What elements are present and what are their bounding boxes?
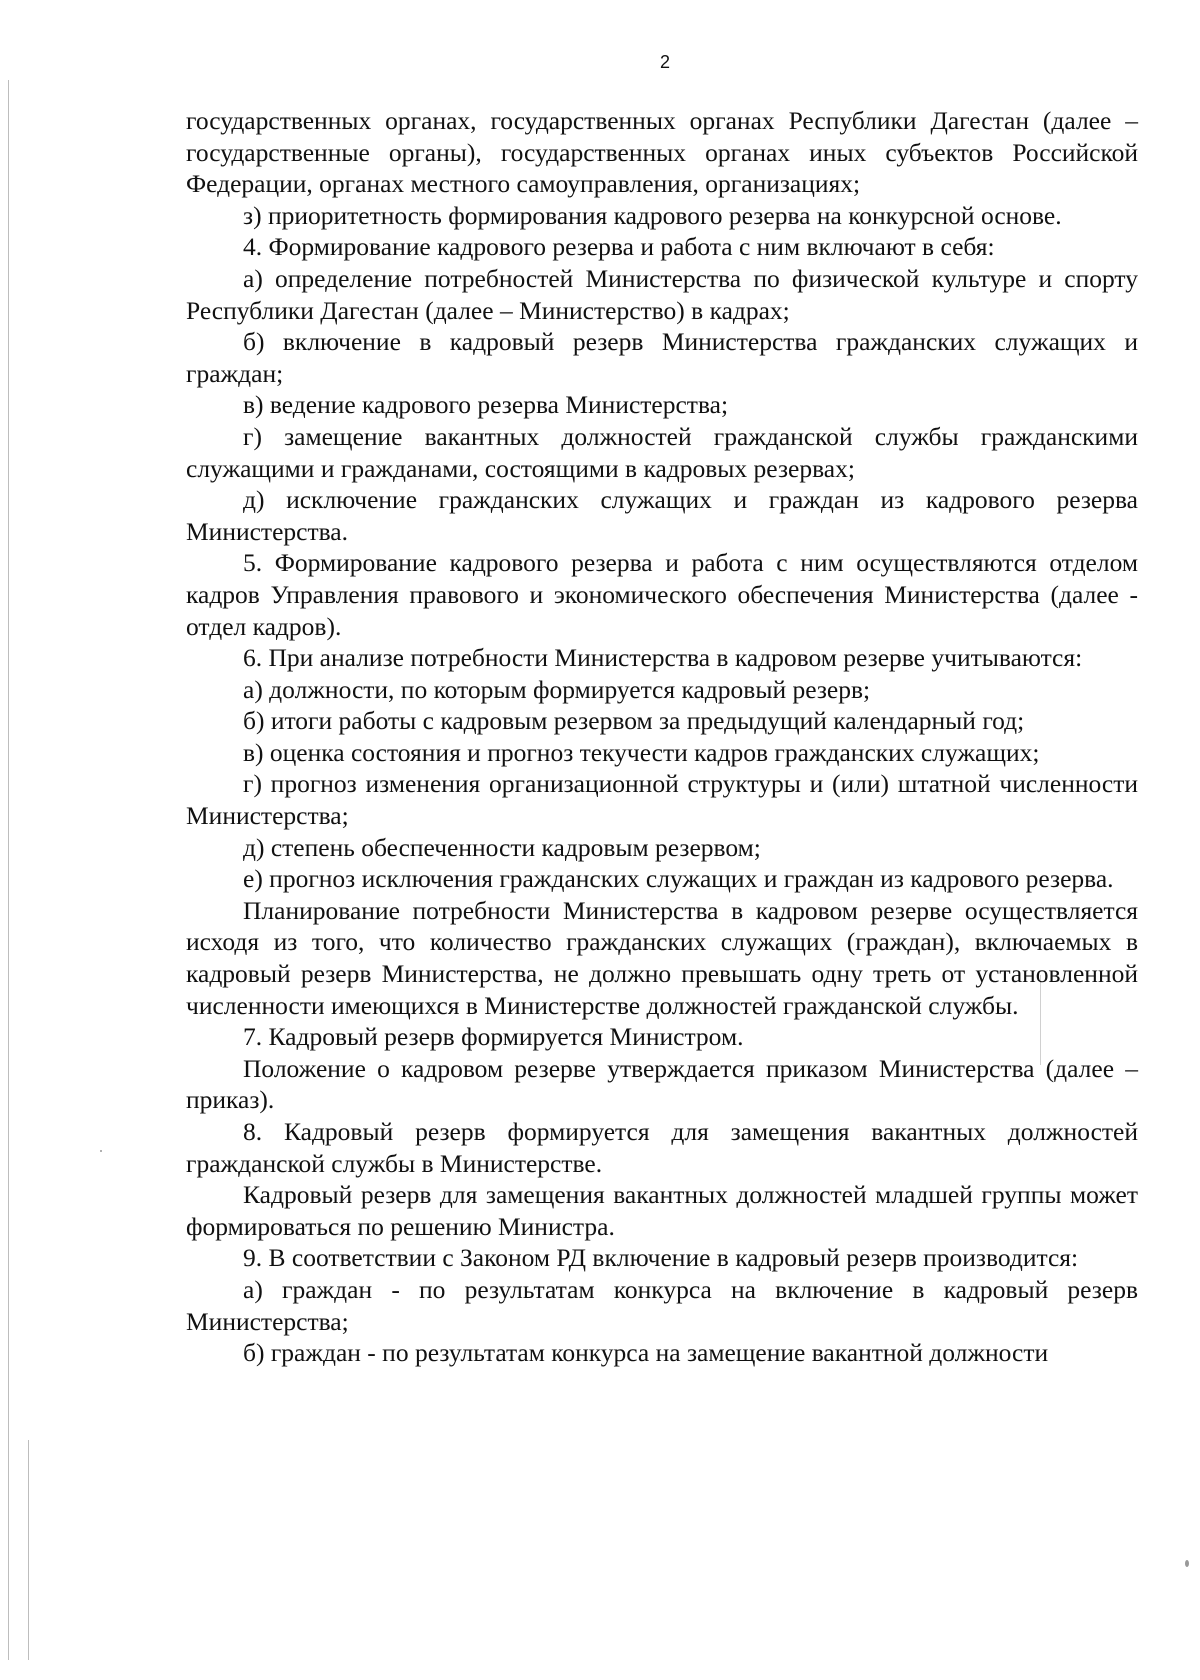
paragraph: д) степень обеспеченности кадровым резервом; bbox=[243, 832, 761, 862]
scan-speck bbox=[100, 1150, 102, 1152]
paragraph: Положение о кадровом резерве утверждается приказом Министерства (далее – приказ). bbox=[186, 1053, 1138, 1115]
paragraph: б) включение в кадровый резерв Министерства гражданских служащих и граждан; bbox=[186, 327, 1138, 388]
paragraph: б) итоги работы с кадровым резервом за предыдущий календарный год; bbox=[243, 706, 1025, 736]
paragraph: д) исключение гражданских служащих и граждан из кадрового резерва Министерства. bbox=[186, 485, 1138, 546]
paragraph: е) прогноз исключения гражданских служащих и граждан из кадрового резерва. bbox=[243, 864, 1114, 894]
paragraph: а) должности, по которым формируется кадровый резерв; bbox=[243, 674, 871, 704]
document-body bbox=[186, 105, 1138, 1369]
paragraph: 9. В соответствии с Законом РД включение в кадровый резерв производится: bbox=[243, 1243, 1079, 1273]
paragraph: 7. Кадровый резерв формируется Министром. bbox=[243, 1022, 744, 1052]
scan-edge-line bbox=[28, 1440, 29, 1660]
paragraph: государственных органах, государственных органах Республики Дагестан (далее – государственные органы), государственных органах иных субъектов Российской Федерации, органах местного самоуправления, организациях; bbox=[186, 106, 1138, 199]
scan-edge-line bbox=[8, 80, 9, 1660]
paragraph: з) приоритетность формирования кадрового резерва на конкурсной основе. bbox=[243, 200, 1062, 230]
paragraph: в) оценка состояния и прогноз текучести кадров гражданских служащих; bbox=[243, 737, 1040, 767]
paragraph: 4. Формирование кадрового резерва и работа с ним включают в себя: bbox=[243, 232, 995, 262]
paragraph: Планирование потребности Министерства в кадровом резерве осуществляется исходя из того, что количество гражданских служащих (граждан), включаемых в кадровый резерв Министерства, не должно превышать одну треть от установленной численности имеющихся в Министерстве должностей гражданской службы. bbox=[186, 895, 1138, 1020]
page-number: 2 bbox=[659, 52, 670, 72]
paragraph: б) граждан - по результатам конкурса на замещение вакантной должности bbox=[243, 1338, 1049, 1368]
paragraph: в) ведение кадрового резерва Министерства; bbox=[243, 390, 729, 420]
paragraph: Кадровый резерв для замещения вакантных должностей младшей группы может формироваться по решению Министра. bbox=[186, 1180, 1138, 1241]
paragraph: а) определение потребностей Министерства по физической культуре и спорту Республики Дагестан (далее – Министерство) в кадрах; bbox=[186, 263, 1138, 325]
paragraph: а) граждан - по результатам конкурса на включение в кадровый резерв Министерства; bbox=[186, 1274, 1138, 1336]
paragraph: г) замещение вакантных должностей гражданской службы гражданскими служащими и гражданами, состоящими в кадровых резервах; bbox=[186, 421, 1138, 483]
paragraph: 5. Формирование кадрового резерва и работа с ним осуществляются отделом кадров Управления правового и экономического обеспечения Министерства (далее - отдел кадров). bbox=[186, 548, 1138, 641]
scan-speck bbox=[1185, 1560, 1189, 1567]
paragraph: г) прогноз изменения организационной структуры и (или) штатной численности Министерства; bbox=[186, 769, 1138, 831]
paragraph: 6. При анализе потребности Министерства в кадровом резерве учитываются: bbox=[243, 643, 1083, 673]
paragraph: 8. Кадровый резерв формируется для замещения вакантных должностей гражданской службы в Министерстве. bbox=[186, 1117, 1138, 1178]
